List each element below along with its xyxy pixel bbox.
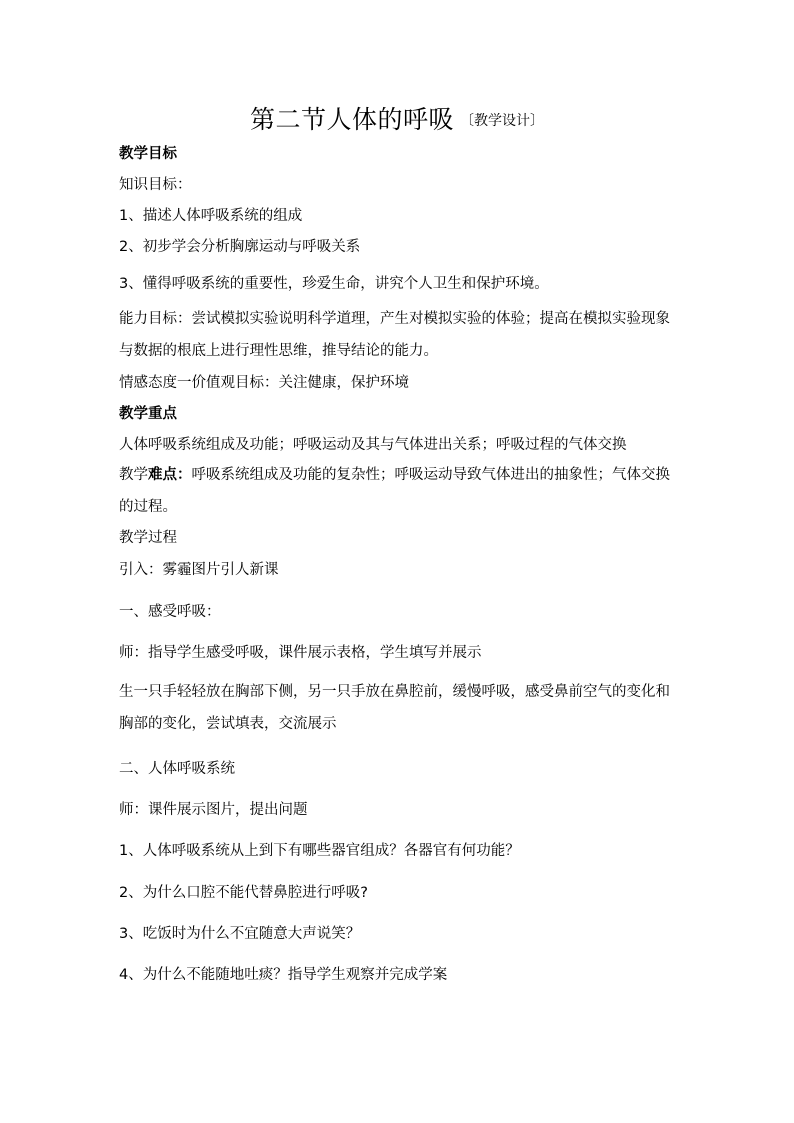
knowledge-item-1: 1、描述人体呼吸系统的组成 — [119, 208, 303, 224]
question-3: 3、吃饭时为什么不宜随意大声说笑？ — [119, 926, 361, 942]
question-4: 4、为什么不能随地吐痰？指导学生观察并完成学案 — [119, 967, 448, 983]
title-main: 第二节人体的呼吸 — [249, 105, 454, 134]
section2-title: 二、人体呼吸系统 — [119, 761, 235, 777]
difficulty-label: 难点： — [148, 467, 192, 483]
difficulty-content: 呼吸系统组成及功能的复杂性；呼吸运动导致气体进出的抽象性；气体交换的过程。 — [119, 467, 670, 515]
emotion-objective: 情感态度一价值观目标：关注健康，保护环境 — [119, 375, 409, 391]
difficulty-prefix: 教学 — [119, 467, 148, 483]
process-heading: 教学过程 — [119, 530, 177, 546]
question-2: 2、为什么口腔不能代替鼻腔进行呼吸? — [119, 885, 368, 901]
question-1: 1、人体呼吸系统从上到下有哪些器官组成？各器官有何功能？ — [119, 843, 520, 859]
objectives-heading: 教学目标 — [119, 146, 177, 162]
section1-student: 生一只手轻轻放在胸部下侧，另一只手放在鼻腔前，缓慢呼吸，感受鼻前空气的变化和胸部的变化，尝试填表，交流展示 — [119, 684, 670, 732]
difficulty-paragraph — [119, 459, 679, 523]
knowledge-label: 知识目标： — [119, 177, 192, 193]
section1-teacher: 师：指导学生感受呼吸，课件展示表格，学生填写并展示 — [119, 645, 482, 661]
section2-teacher: 师：课件展示图片，提出问题 — [119, 802, 308, 818]
process-intro: 引入：雾霾图片引人新课 — [119, 562, 279, 578]
knowledge-item-2: 2、初步学会分析胸廓运动与呼吸关系 — [119, 239, 361, 255]
document-title — [0, 100, 794, 136]
key-points-heading: 教学重点 — [119, 406, 177, 422]
knowledge-item-3: 3、懂得呼吸系统的重要性，珍爱生命，讲究个人卫生和保护环境。 — [119, 276, 549, 292]
ability-objective: 能力目标：尝试模拟实验说明科学道理，产生对模拟实验的体验；提高在模拟实验现象与数据的根底上进行理性思维，推导结论的能力。 — [119, 311, 670, 359]
title-subtitle: 〔教学设计〕 — [460, 113, 544, 129]
key-points-content: 人体呼吸系统组成及功能；呼吸运动及其与气体进出关系；呼吸过程的气体交换 — [119, 437, 627, 453]
section1-title: 一、感受呼吸： — [119, 604, 221, 620]
